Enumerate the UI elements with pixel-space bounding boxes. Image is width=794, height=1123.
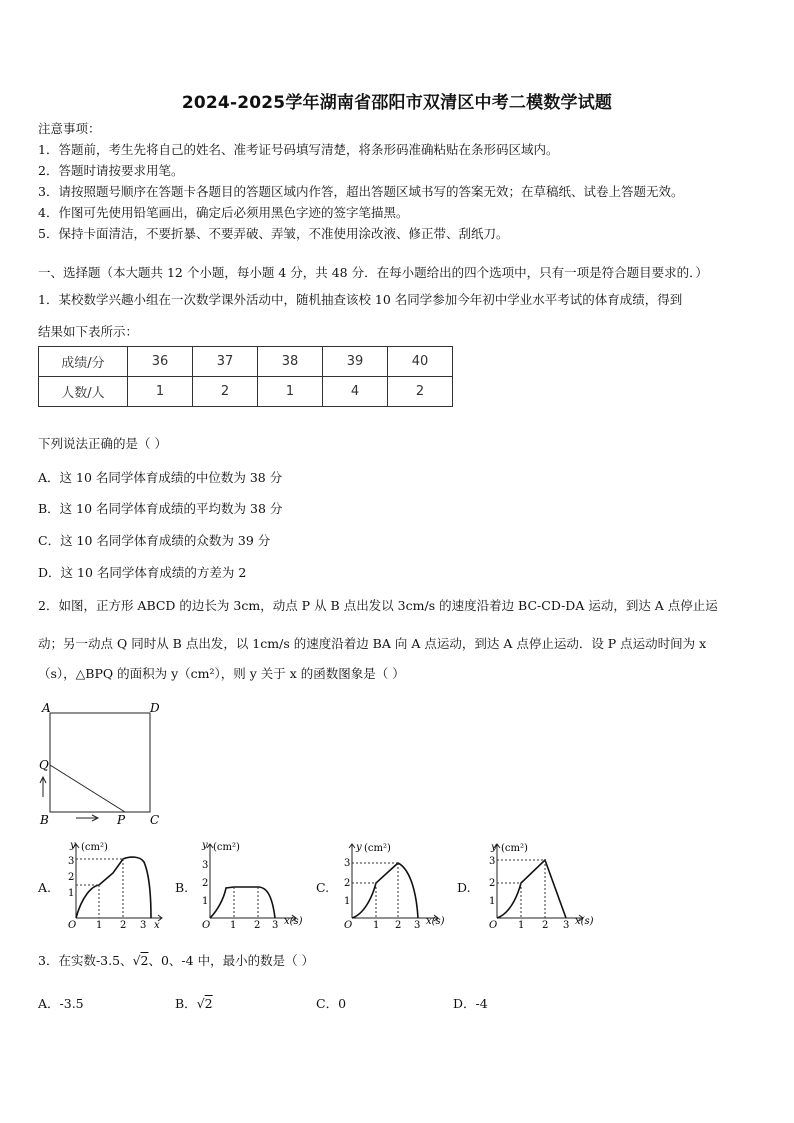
sqrt-symbol: √2	[132, 953, 149, 968]
page-title: 2024-2025学年湖南省邵阳市双清区中考二模数学试题	[181, 93, 613, 113]
q3-stem	[38, 953, 314, 969]
svg-text:1: 1	[230, 920, 237, 930]
q1-stem-line1: 1．某校数学兴趣小组在一次数学课外活动中，随机抽查该校 10 名同学参加今年初中学业水平考试的体育成绩，得到	[38, 292, 683, 307]
svg-text:(cm²): (cm²)	[501, 843, 528, 854]
table-cell: 2	[193, 377, 258, 407]
label-c: C	[150, 813, 160, 827]
svg-text:y: y	[491, 842, 497, 853]
svg-text:2: 2	[254, 920, 261, 930]
table-cell: 2	[388, 377, 453, 407]
notice-item: 2．答题时请按要求用笔。	[38, 163, 184, 178]
svg-text:x: x	[154, 920, 160, 930]
svg-text:y: y	[70, 840, 76, 851]
table-cell: 40	[388, 347, 453, 377]
svg-text:3: 3	[344, 858, 351, 869]
svg-text:(cm²): (cm²)	[81, 842, 108, 853]
table-cell: 人数/人	[39, 377, 128, 407]
q3-option-c: C．0	[316, 996, 347, 1011]
q3-stem-after: 、0、-4 中，最小的数是（ ）	[148, 953, 315, 968]
svg-text:x(s): x(s)	[426, 916, 445, 927]
svg-text:(cm²): (cm²)	[213, 842, 240, 853]
svg-text:O: O	[68, 920, 77, 930]
q3-option-b-prefix: B．	[175, 996, 197, 1011]
graph-a	[62, 838, 172, 930]
table-cell: 38	[258, 347, 323, 377]
q3-stem-before: 3．在实数-3.5、	[38, 953, 133, 968]
svg-text:1: 1	[202, 896, 209, 907]
svg-text:x(s): x(s)	[575, 916, 594, 927]
table-cell: 39	[323, 347, 388, 377]
graph-option-c-label: C.	[316, 880, 330, 895]
svg-text:1: 1	[489, 896, 496, 907]
q1-option-d: D．这 10 名同学体育成绩的方差为 2	[38, 565, 247, 580]
score-table	[38, 346, 453, 407]
svg-text:2: 2	[542, 920, 549, 930]
table-cell: 37	[193, 347, 258, 377]
svg-text:3: 3	[140, 920, 147, 930]
q2-stem-line1: 2．如图，正方形 ABCD 的边长为 3cm，动点 P 从 B 点出发以 3cm/s 的速度沿着边 BC-CD-DA 运动，到达 A 点停止运	[38, 598, 718, 613]
q1-option-a: A．这 10 名同学体育成绩的中位数为 38 分	[38, 470, 283, 485]
svg-text:3: 3	[489, 856, 496, 867]
q3-option-a: A．-3.5	[38, 996, 84, 1011]
q2-stem-line3: （s），△BPQ 的面积为 y（cm²），则 y 关于 x 的函数图象是（ ）	[38, 666, 405, 681]
label-q: Q	[39, 758, 49, 772]
svg-text:1: 1	[518, 920, 525, 930]
svg-text:O: O	[202, 920, 211, 930]
svg-text:O: O	[344, 920, 353, 930]
svg-text:2: 2	[344, 878, 351, 889]
label-p: P	[117, 813, 126, 827]
svg-text:(cm²): (cm²)	[364, 843, 391, 854]
q1-option-c: C．这 10 名同学体育成绩的众数为 39 分	[38, 533, 271, 548]
svg-text:2: 2	[68, 872, 75, 883]
graph-option-b-label: B.	[175, 880, 189, 895]
svg-text:3: 3	[272, 920, 279, 930]
table-cell: 4	[323, 377, 388, 407]
svg-text:O: O	[489, 920, 498, 930]
svg-text:y: y	[356, 842, 362, 853]
svg-text:3: 3	[202, 860, 209, 871]
sqrt-radicand: 2	[140, 953, 149, 968]
graph-b-curve	[210, 887, 275, 918]
svg-text:y: y	[202, 840, 208, 851]
q3-option-b	[175, 994, 213, 1012]
q1-stem-line2: 结果如下表所示：	[38, 324, 139, 339]
svg-text:3: 3	[563, 920, 570, 930]
table-row	[39, 347, 453, 377]
svg-text:3: 3	[414, 920, 421, 930]
svg-text:2: 2	[202, 878, 209, 889]
notice-item: 1．答题前，考生先将自己的姓名、准考证号码填写清楚，将条形码准确粘贴在条形码区域内。	[38, 142, 559, 157]
graph-c-curve	[352, 863, 418, 918]
label-b: B	[40, 813, 49, 827]
table-cell: 1	[128, 377, 193, 407]
graph-option-d-label: D.	[457, 880, 471, 895]
svg-text:3: 3	[68, 856, 75, 867]
notice-item: 5．保持卡面清洁，不要折暴、不要弄破、弄皱，不准使用涂改液、修正带、刮纸刀。	[38, 226, 509, 241]
table-cell: 36	[128, 347, 193, 377]
q3-option-d: D．-4	[453, 996, 488, 1011]
label-a: A	[42, 701, 51, 715]
sqrt-symbol: √2	[196, 996, 213, 1011]
notice-heading: 注意事项：	[38, 121, 101, 136]
graph-d-curve	[497, 860, 566, 918]
svg-text:2: 2	[395, 920, 402, 930]
graph-b	[196, 838, 311, 930]
graph-a-curve	[76, 857, 151, 918]
square-figure	[34, 700, 170, 830]
svg-text:x(s): x(s)	[284, 916, 303, 927]
svg-text:1: 1	[68, 888, 75, 899]
segment-qp	[50, 765, 125, 812]
table-cell: 成绩/分	[39, 347, 128, 377]
q2-stem-line2: 动；另一动点 Q 同时从 B 点出发，以 1cm/s 的速度沿着边 BA 向 A 点运动，到达 A 点停止运动．设 P 点运动时间为 x	[38, 636, 707, 651]
graph-option-a-label: A.	[38, 880, 52, 895]
section-heading: 一、选择题（本大题共 12 个小题，每小题 4 分，共 48 分．在每小题给出的四个选项中，只有一项是符合题目要求的．）	[38, 265, 708, 280]
label-d: D	[150, 701, 160, 715]
svg-text:1: 1	[96, 920, 103, 930]
table-cell: 1	[258, 377, 323, 407]
square-abcd	[50, 713, 150, 812]
svg-text:2: 2	[489, 878, 496, 889]
svg-text:2: 2	[120, 920, 127, 930]
graph-d	[483, 838, 598, 930]
notice-item: 3．请按照题号顺序在答题卡各题目的答题区域内作答，超出答题区域书写的答案无效；在草稿纸、试卷上答题无效。	[38, 184, 684, 199]
svg-text:1: 1	[344, 896, 351, 907]
sqrt-radicand: 2	[204, 996, 213, 1011]
q1-question: 下列说法正确的是（ ）	[38, 436, 167, 451]
table-row	[39, 377, 453, 407]
svg-text:1: 1	[373, 920, 380, 930]
graph-c	[338, 838, 453, 930]
notice-item: 4．作图可先使用铅笔画出，确定后必须用黑色字迹的签字笔描黑。	[38, 205, 409, 220]
q1-option-b: B．这 10 名同学体育成绩的平均数为 38 分	[38, 501, 283, 516]
